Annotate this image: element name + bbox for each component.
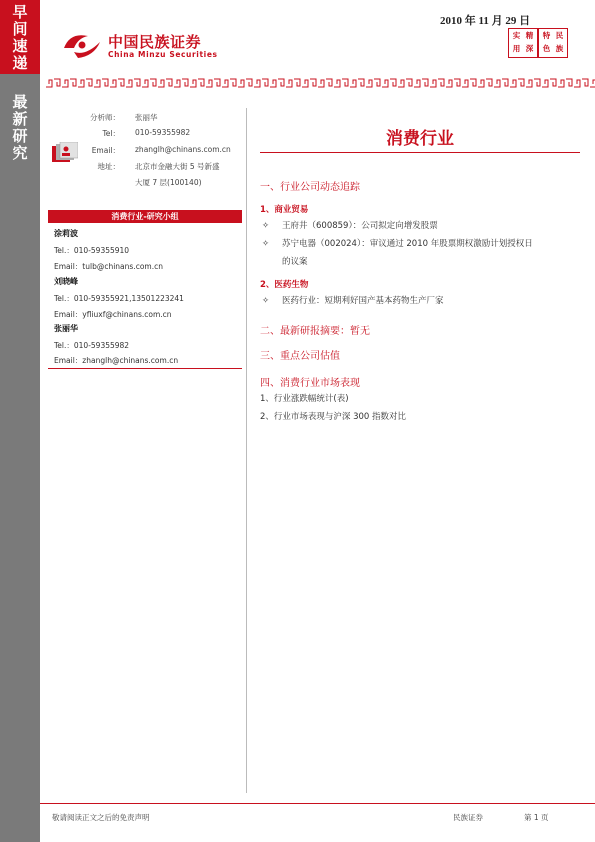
sidebar-char: 早 <box>12 3 28 21</box>
title-divider <box>260 152 580 153</box>
logo-text-en: China Minzu Securities <box>108 50 218 59</box>
sidebar-bottom-text <box>3 94 37 162</box>
footer-disclaimer[interactable]: 敬请阅读正文之后的免责声明 <box>52 813 150 822</box>
section-heading: 四、消费行业市场表现 <box>260 378 360 389</box>
column-divider <box>246 108 247 793</box>
list-item-continuation: 的议案 <box>282 257 308 267</box>
analyst-address-line1: 北京市金融大街 5 号新盛 <box>135 162 220 171</box>
member-email[interactable]: Email：yfliuxf@chinans.com.cn <box>54 310 172 319</box>
analyst-tel: 010-59355982 <box>135 128 191 137</box>
diamond-bullet-icon: ✧ <box>262 239 270 249</box>
stamp-char: 实 <box>512 31 521 40</box>
footer-divider <box>40 803 595 804</box>
list-item <box>262 236 533 253</box>
stamp-char: 用 <box>512 44 521 53</box>
sidebar-char: 递 <box>12 54 28 72</box>
company-logo <box>60 28 240 64</box>
tel-label: Tel： <box>102 129 120 138</box>
subsection-heading: 1、商业贸易 <box>260 205 309 215</box>
report-date: 2010 年 11 月 29 日 <box>440 15 531 27</box>
diamond-bullet-icon: ✧ <box>262 296 270 306</box>
list-item <box>262 293 444 310</box>
list-item-text: 王府井（600859）：公司拟定向增发股票 <box>282 221 438 231</box>
stamp-char: 色 <box>542 44 551 53</box>
decorative-border <box>45 76 595 90</box>
member-name: 刘晓峰 <box>54 277 78 286</box>
stamp-char: 深 <box>525 44 534 53</box>
member-email[interactable]: Email：zhanglh@chinans.com.cn <box>54 356 179 365</box>
sidebar-char: 研 <box>12 127 28 145</box>
logo-mark-icon <box>60 30 104 60</box>
analyst-name: 张丽华 <box>135 113 158 122</box>
footer-company: 民族证券 <box>453 813 483 822</box>
stamp-seal-1 <box>508 28 538 58</box>
analyst-label: 分析师： <box>90 113 120 122</box>
sidebar-char: 究 <box>12 144 28 162</box>
diamond-bullet-icon: ✧ <box>262 221 270 231</box>
member-email[interactable]: Email：tulb@chinans.com.cn <box>54 262 163 271</box>
logo-text-cn: 中国民族证券 <box>108 33 202 51</box>
section-heading: 一、行业公司动态追踪 <box>260 182 360 193</box>
sidebar-char: 最 <box>12 93 28 111</box>
stamp-char: 民 <box>555 31 564 40</box>
stamp-char: 族 <box>555 44 564 53</box>
member-tel: Tel.：010-59355982 <box>54 341 130 350</box>
stamp-char: 特 <box>542 31 551 40</box>
stamp-seal-2 <box>538 28 568 58</box>
footer-page-number: 第 1 页 <box>524 813 549 822</box>
team-header: 消费行业-研究小组 <box>48 210 242 223</box>
stamp-char: 精 <box>525 31 534 40</box>
sidebar-grey-band <box>0 74 40 842</box>
team-list <box>48 224 242 369</box>
section-heading: 三、重点公司估值 <box>260 351 340 362</box>
sidebar-top-text <box>3 4 37 72</box>
section-heading: 二、最新研报摘要：暂无 <box>260 326 370 337</box>
email-label: Email： <box>91 146 120 155</box>
subsection-heading: 2、医药生物 <box>260 280 309 290</box>
report-title: 消费行业 <box>386 129 454 149</box>
sidebar-char: 速 <box>12 37 28 55</box>
list-item <box>262 218 438 235</box>
list-item: 1、行业涨跌幅统计(表) <box>260 394 349 404</box>
list-item-text: 苏宁电器（002024）：审议通过 2010 年股票期权激励计划授权日 <box>282 239 533 249</box>
sidebar-red-band <box>0 0 40 74</box>
analyst-address-line2: 大厦 7 层(100140) <box>135 178 202 187</box>
analyst-email[interactable]: zhanglh@chinans.com.cn <box>135 145 231 154</box>
member-tel: Tel.：010-59355910 <box>54 246 130 255</box>
member-tel: Tel.：010-59355921,13501223241 <box>54 294 184 303</box>
member-name: 涂莉波 <box>54 229 78 238</box>
sidebar-char: 新 <box>12 110 28 128</box>
list-item-text: 医药行业：短期利好国产基本药物生产厂家 <box>282 296 444 306</box>
sidebar-char: 间 <box>12 20 28 38</box>
member-name: 张丽华 <box>54 324 78 333</box>
list-item: 2、行业市场表现与沪深 300 指数对比 <box>260 412 407 422</box>
address-label: 地址： <box>97 162 120 171</box>
